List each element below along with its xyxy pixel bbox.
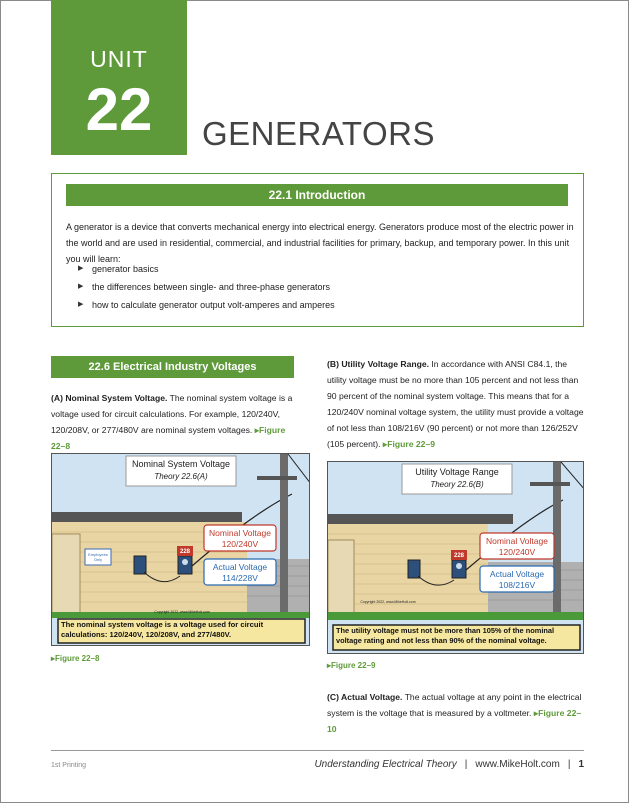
meter-reading: 228 bbox=[453, 553, 465, 559]
footer-separator: | bbox=[567, 759, 571, 770]
page-number: 1 bbox=[578, 759, 584, 770]
unit-number: 22 bbox=[85, 76, 153, 143]
figure-copyright: Copyright 2022, www.MikeHolt.com bbox=[360, 600, 416, 604]
nominal-value: 120/240V bbox=[221, 539, 259, 549]
list-item: ▶ generator basics bbox=[78, 260, 335, 278]
actual-value: 108/216V bbox=[498, 580, 536, 590]
paragraph-actual-voltage: (C) Actual Voltage. The actual voltage at any point in the electrical system is the voltage that is measured by a voltmeter. ▸Figure 22–10 bbox=[327, 692, 582, 734]
figure-caption-box: The nominal system voltage is a voltage used for circuit calculations: 120/240V, 120/208V, and 277/480V. bbox=[61, 620, 264, 639]
svg-text:Only: Only bbox=[93, 557, 103, 562]
figure-link[interactable]: ▸Figure 22–8 bbox=[51, 425, 286, 451]
chapter-title: GENERATORS bbox=[202, 115, 435, 152]
bullet-arrow-icon: ▶ bbox=[78, 283, 84, 290]
unit-block bbox=[51, 0, 187, 155]
figure-label: ▸Figure 22–9 bbox=[327, 661, 376, 670]
figure-caption-box: The utility voltage must not be more than 105% of the nominal voltage rating and not less than 90% of the nominal voltage. bbox=[336, 626, 555, 645]
paragraph-utility-range: (B) Utility Voltage Range. In accordance with ANSI C84.1, the utility voltage must be no more than 105 percent and not less than 90 percent of the nominal system voltage. This means that for a 120/240V nominal voltage system, the utility must provide a voltage of not less than 108/216V (90 percent) or not more than 126/252V (105 percent). ▸Figure 22–9 bbox=[327, 359, 584, 449]
figure-label: ▸Figure 22–8 bbox=[51, 654, 100, 663]
nominal-label: Nominal Voltage bbox=[209, 528, 271, 538]
footer-divider bbox=[51, 750, 584, 751]
intro-list bbox=[78, 260, 335, 314]
figure-22-9 bbox=[327, 461, 584, 654]
bullet-arrow-icon: ▶ bbox=[78, 265, 84, 272]
actual-label: Actual Voltage bbox=[489, 569, 545, 579]
figure-copyright: Copyright 2022, www.MikeHolt.com bbox=[154, 610, 210, 614]
footer-book-title: Understanding Electrical Theory bbox=[314, 759, 457, 770]
actual-value: 114/228V bbox=[222, 573, 258, 583]
figure-title: Utility Voltage Range bbox=[415, 467, 499, 477]
figure-title: Nominal System Voltage bbox=[131, 459, 231, 469]
nominal-label: Nominal Voltage bbox=[486, 536, 548, 546]
meter-reading: 228 bbox=[179, 549, 191, 555]
figure-subtitle: Theory 22.6(A) bbox=[154, 472, 208, 481]
paragraph-nominal-voltage: (A) Nominal System Voltage. The nominal system voltage is a voltage used for circuit calculations. For example, 120/240V, 120/208V, or 277/480V are nominal system voltages. ▸Figure 22–8 bbox=[51, 393, 293, 451]
unit-label: UNIT bbox=[90, 46, 148, 72]
footer-separator: | bbox=[464, 759, 468, 770]
intro-text: A generator is a device that converts mechanical energy into electrical energy. Generators produce most of the electric power in the world and are used in residential, commercial, and industrial facilities for primary, backup, and temporary power. In this unit you will learn: bbox=[66, 222, 574, 264]
footer-site-link[interactable]: www.MikeHolt.com bbox=[475, 759, 560, 770]
bullet-arrow-icon: ▶ bbox=[78, 301, 84, 308]
list-item: ▶ the differences between single- and three-phase generators bbox=[78, 278, 335, 296]
actual-label: Actual Voltage bbox=[212, 562, 268, 572]
nominal-value: 120/240V bbox=[498, 547, 536, 557]
list-item: ▶ how to calculate generator output volt-amperes and amperes bbox=[78, 296, 335, 314]
figure-link[interactable]: ▸Figure 22–9 bbox=[382, 439, 435, 449]
footer-printing: 1st Printing bbox=[51, 762, 87, 769]
svg-text:Employees: Employees bbox=[88, 552, 108, 557]
figure-link[interactable]: ▸Figure 22–10 bbox=[327, 708, 582, 734]
intro-heading: 22.1 Introduction bbox=[66, 184, 568, 206]
section-heading: 22.6 Electrical Industry Voltages bbox=[51, 356, 294, 378]
figure-subtitle: Theory 22.6(B) bbox=[430, 480, 484, 489]
footer-right bbox=[314, 759, 584, 770]
figure-22-8 bbox=[51, 453, 310, 646]
intro-box bbox=[51, 173, 584, 327]
